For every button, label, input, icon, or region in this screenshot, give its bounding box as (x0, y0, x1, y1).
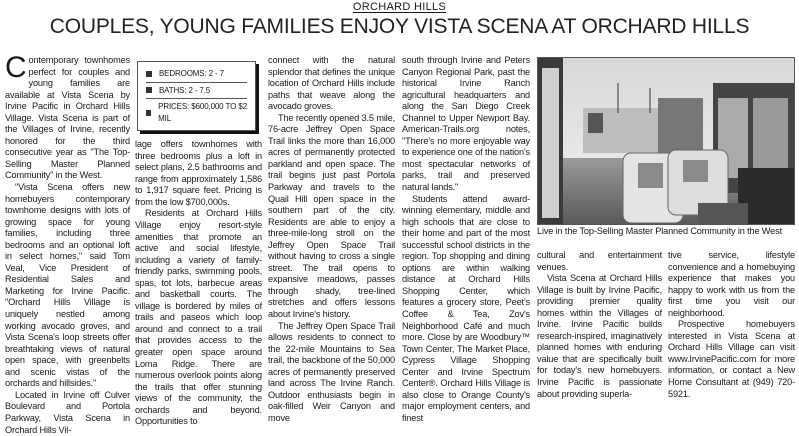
square-bullet-icon (146, 110, 151, 116)
article-column-6 (668, 250, 795, 400)
article-column-4 (402, 55, 530, 425)
paragraph: Contemporary townhomes perfect for couples and young families are available at Vista Scena by Irvine Pacific in Orchard Hills Village. Vista Scena is part of the Villages of Irvine, recently honored for the third consecutive year as "The Top-Selling Master Planned Community" in the West. (5, 51, 130, 181)
square-bullet-icon (146, 71, 152, 77)
paragraph: "Vista Scena offers new homebuyers contemporary townhome designs with lots of growing space for young families, including three bedrooms and an optional loft in select homes," said Tom Veal, Vice President of Residential Sales and Marketing for Irvine Pacific. "Orchard Hills Village is uniquely nestled among working avocado groves, and Vista Scena's loop streets offer breathtaking views of natural open space, with greenbelts and scenic vistas of the orchards and hillsides." (5, 182, 130, 389)
paragraph: The Jeffrey Open Space Trail allows residents to connect to the 22-mile Mountains to Sea trail, the backbone of the 50,000 acres of permanently preserved land across The Irvine Ranch. Outdoor enthusiasts begin in oak-filled Weir Canyon and move (268, 320, 395, 423)
section-kicker: ORCHARD HILLS (352, 1, 447, 13)
article-column-3 (268, 55, 395, 425)
paragraph: The recently opened 3.5 mile, 76-acre Jeffrey Open Space Trail links the more than 16,000 acres of permanently protected parkland and open space. The trail begins just past Portola Parkway and travels to the Quail Hill open space in the southern part of the city. Residents are able to enjoy a three-mile-long stroll on the Jeffrey Open Space Trail without having to cross a single street. The trail opens to expansive meadows, passes through shady, tree-lined stretches and offers lessons about Irvine's history. (268, 112, 395, 320)
paragraph: Prospective homebuyers interested in Vista Scena at Orchard Hills Village can visit www.IrvinePacific.com for more information, or contact a New Home Consultant at (949) 720-5921. (668, 319, 795, 399)
article-column-1 (5, 51, 130, 436)
paragraph: lage offers townhomes with three bedrooms plus a loft in select plans, 2.5 bathrooms and range from approximately 1,586 to 1,917 square feet. Pricing is from the low $700,000s. (135, 139, 262, 207)
square-bullet-icon (146, 87, 152, 93)
headline: COUPLES, YOUNG FAMILIES ENJOY VISTA SCENA AT ORCHARD HILLS (49, 15, 750, 38)
paragraph: south through Irvine and Peters Canyon Regional Park, past the historical Irvine Ranch agricultural headquarters and along the San Diego Creek Channel to Upper Newport Bay. American-Trails.org notes, "There's no more enjoyable way to experience one of the nation's most spectacular networks of parks, trail and preserved natural lands." (402, 55, 530, 193)
paragraph: Located in Irvine off Culver Boulevard and Portola Parkway, Vista Scena in Orchard Hills Vil- (5, 389, 130, 435)
paragraph: Students attend award-winning elementary, middle and high schools that are close to their home and part of the most successful school districts in the region. Top shopping and dining options are within walking distance at Orchard Hills Shopping Center, which features a grocery store, Peet's Coffee & Tea, Zov's Neighborhood Café and much more. Close by are Woodbury™ Town Center, The Market Place, Cypress Village Shopping Center and Irvine Spectrum Center®. Orchard Hills Village is also close to Orange County's major employment centers, and finest (402, 193, 530, 423)
drop-cap: C (5, 51, 27, 84)
paragraph: Residents at Orchard Hills Village enjoy resort-style amenities that promote an active and social lifestyle, including a variety of family-friendly parks, swimming pools, spas, tot lots, barbecue areas and basketball courts. The village is bordered by miles of trails and paseos which loop around and connect to a trail that provides access to the greater open space around Loma Ridge. There are numerous overlook points along the trails that offer stunning views of the community, the orchards and beyond. Opportunities to (135, 208, 262, 427)
article-column-2 (135, 58, 262, 428)
paragraph: Vista Scena at Orchard Hills Village is built by Irvine Pacific, providing premier quality homes within the Villages of Irvine. Irvine Pacific builds research-inspired, imaginatively planned homes with enduring value that are specifically built for today's new homebuyers. Irvine Pacific is passionate about providing superla- (537, 273, 662, 399)
article-column-5 (537, 250, 662, 400)
photo-caption: Live in the Top-Selling Master Planned Community in the West (537, 226, 782, 236)
stat-baths: BATHS: 2 - 7.5 (146, 83, 247, 100)
paragraph: connect with the natural splendor that defines the unique location of Orchard Hills include paths that weave along the avocado groves. (268, 55, 395, 112)
stat-prices: PRICES: $600,000 TO $2 MIL (146, 99, 247, 126)
paragraph: tive service, lifestyle convenience and a homebuying experience that makes you happy to work with us from the first time you visit our neighborhood. (668, 250, 795, 318)
paragraph: cultural and entertainment venues. (537, 250, 662, 272)
stats-box (137, 61, 256, 131)
stat-bedrooms: BEDROOMS: 2 - 7 (146, 66, 247, 83)
living-room-image (538, 58, 794, 224)
interior-photo (537, 57, 795, 225)
